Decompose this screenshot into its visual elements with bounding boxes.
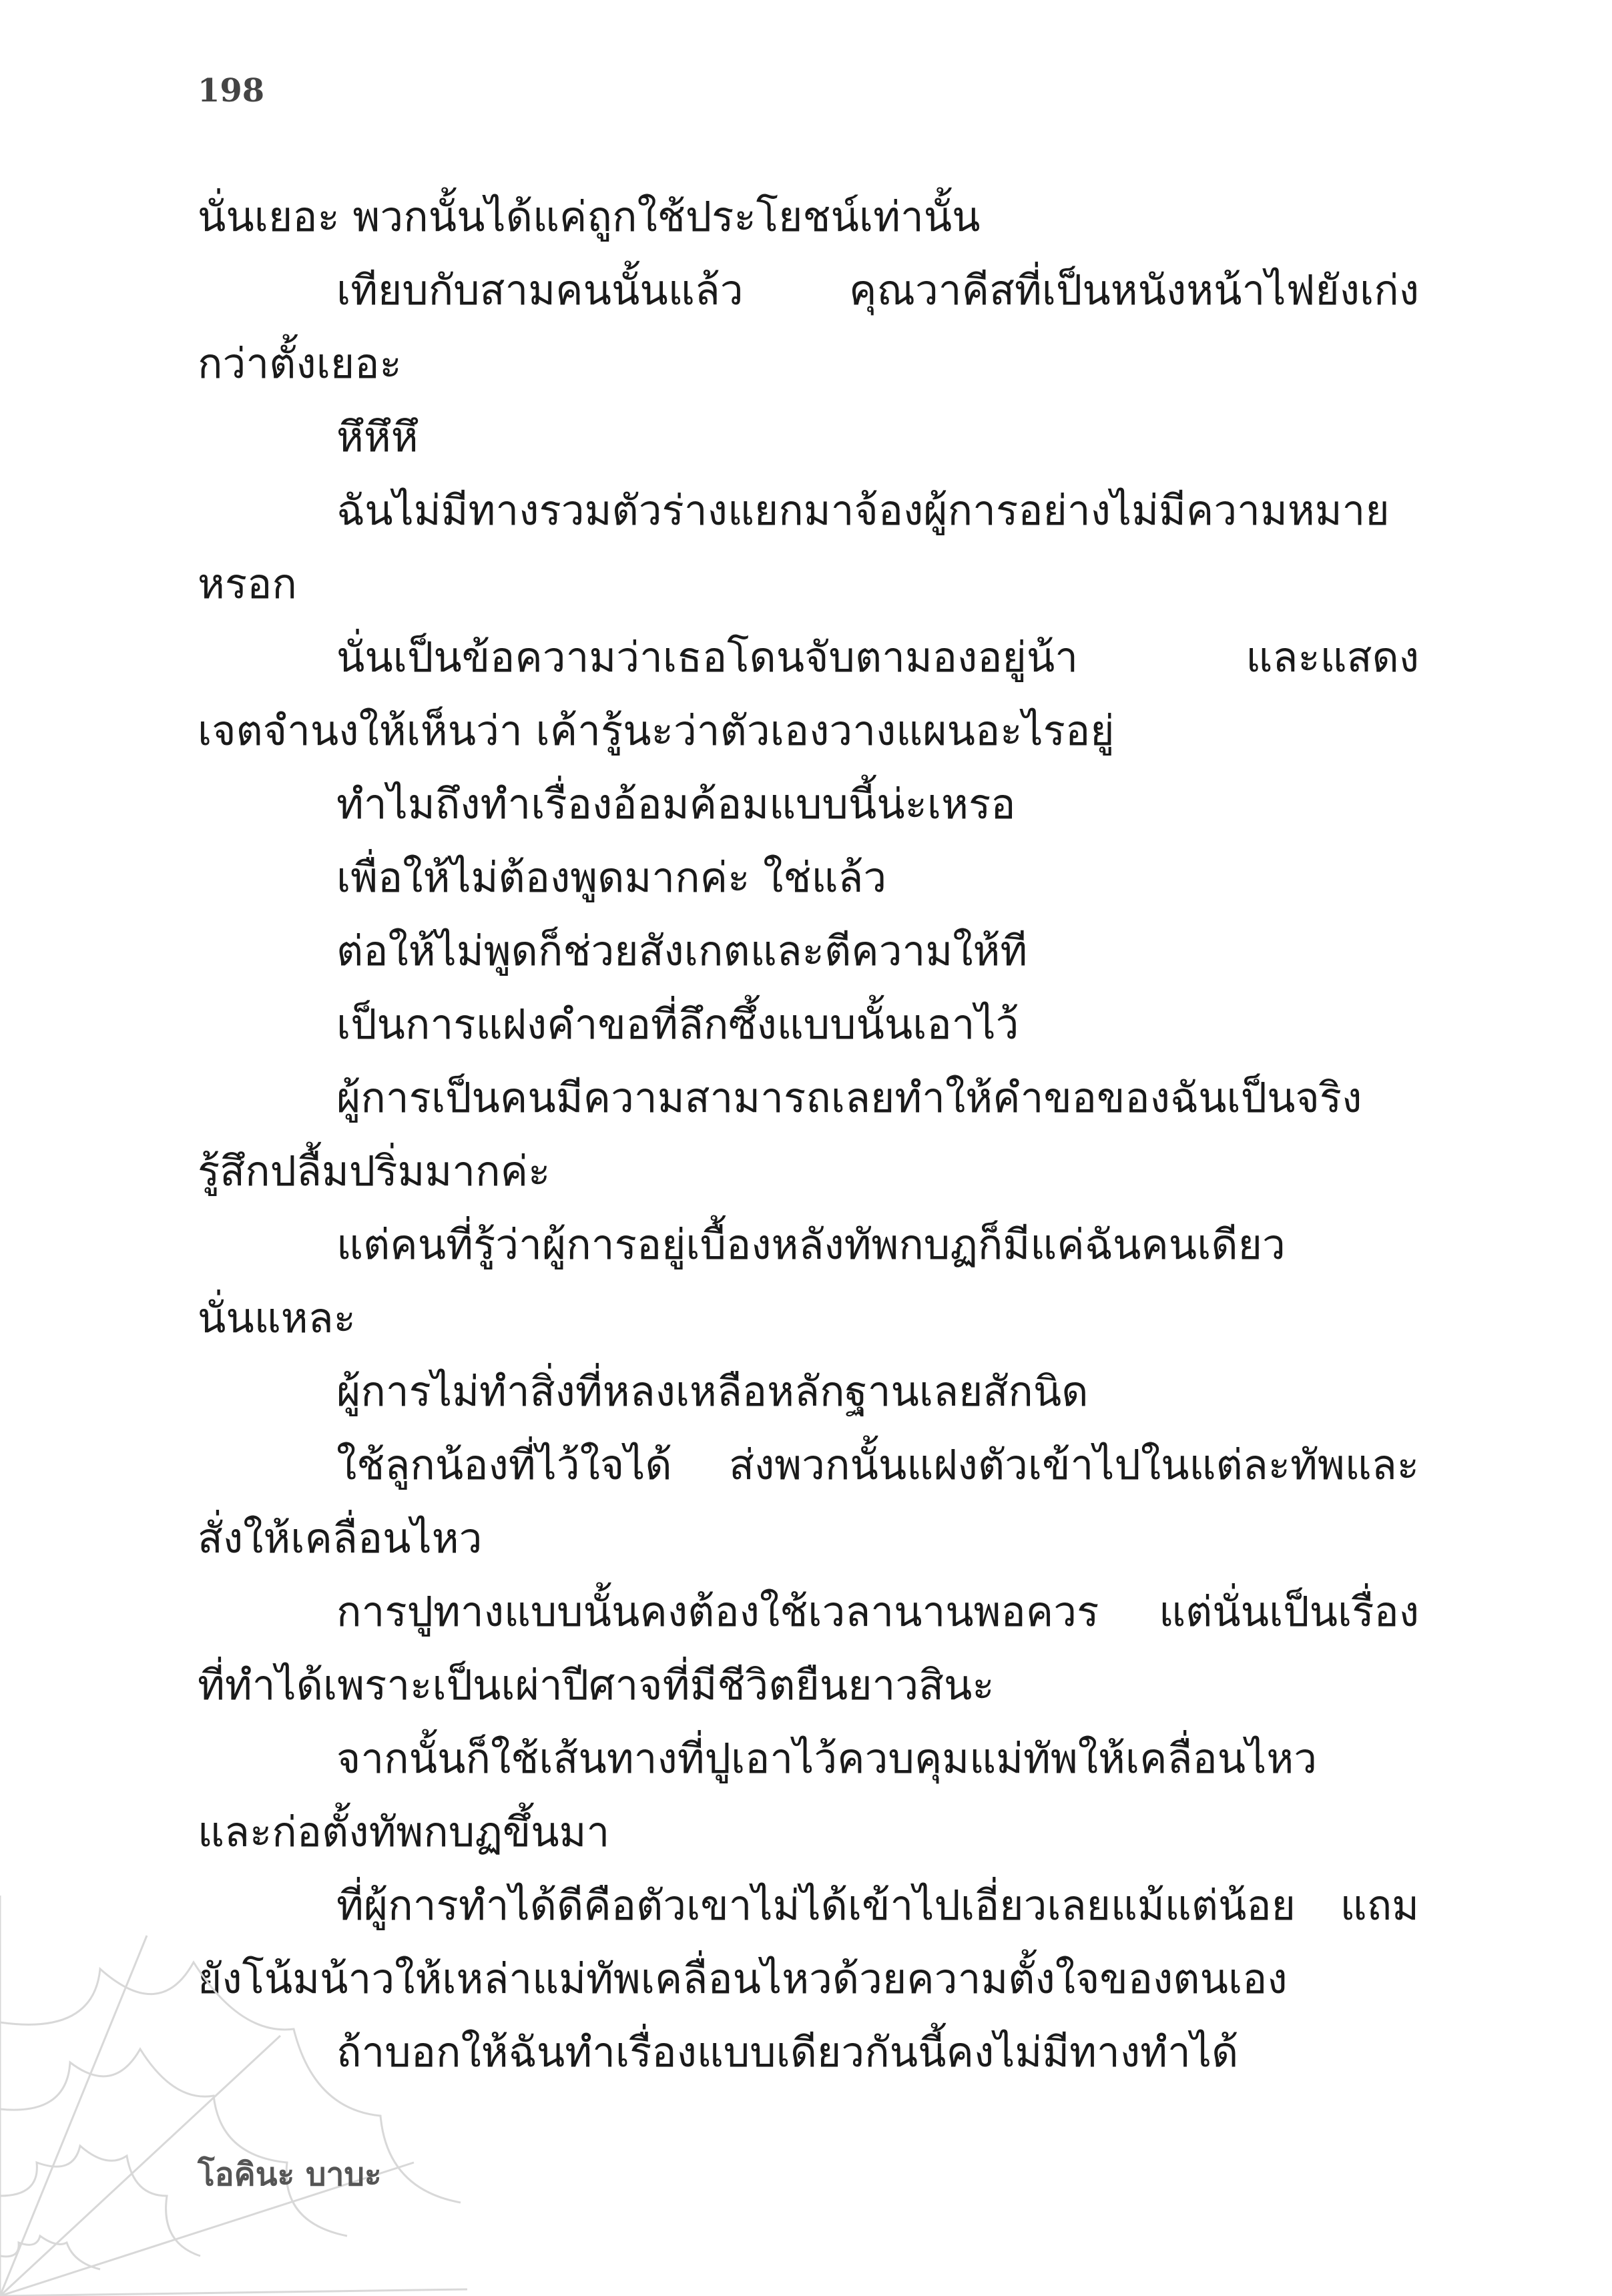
text-segment: แต่นั่นเป็นเรื่อง [1159, 1587, 1419, 1636]
text-line: หรอก [198, 559, 297, 608]
text-line: หึหึหึ [336, 412, 419, 461]
body-text [198, 180, 1419, 2089]
text-line: นั่นแหละ [198, 1294, 356, 1342]
text-segment: ที่ผู้การทำได้ดีคือตัวเขาไม่ได้เข้าไปเอี่ยวเลยแม้แต่น้อย [336, 1881, 1296, 1930]
text-segment: ส่งพวกนั้นแฝงตัวเข้าไปในแต่ละทัพและ [729, 1440, 1419, 1489]
spider-web-decoration [0, 1882, 467, 2296]
text-line: ทำไมถึงทำเรื่องอ้อมค้อมแบบนี้น่ะเหรอ [336, 780, 1016, 828]
text-line: เพื่อให้ไม่ต้องพูดมากค่ะ ใช่แล้ว [336, 853, 887, 902]
text-line [198, 621, 1419, 694]
text-segment: คุณวาคีสที่เป็นหนังหน้าไฟยังเก่ง [848, 266, 1419, 314]
text-line: นั่นเยอะ พวกนั้นได้แค่ถูกใช้ประโยชน์เท่านั้น [198, 192, 981, 241]
text-segment: และแสดง [1246, 633, 1419, 681]
text-line: ยังโน้มน้าวให้เหล่าแม่ทัพเคลื่อนไหวด้วยความตั้งใจของตนเอง [198, 1954, 1288, 2003]
page-number: 198 [198, 72, 265, 109]
text-line: ต่อให้ไม่พูดก็ช่วยสังเกตและตีความให้ที [336, 926, 1028, 975]
text-line: ที่ทำได้เพราะเป็นเผ่าปีศาจที่มีชีวิตยืนยาวสินะ [198, 1661, 995, 1709]
text-line: และก่อตั้งทัพกบฏขึ้นมา [198, 1807, 610, 1856]
text-segment: การปูทางแบบนั้นคงต้องใช้เวลานานพอควร [336, 1587, 1099, 1636]
text-line: สั่งให้เคลื่อนไหว [198, 1514, 483, 1562]
text-line: กว่าตั้งเยอะ [198, 339, 402, 388]
text-line: รู้สึกปลื้มปริ่มมากค่ะ [198, 1147, 551, 1195]
text-line [198, 1428, 1419, 1502]
footer-author: โอคินะ บาบะ [198, 2156, 382, 2193]
text-line: แต่คนที่รู้ว่าผู้การอยู่เบื้องหลังทัพกบฏก็มีแค่ฉันคนเดียว [336, 1220, 1286, 1269]
text-line: จากนั้นก็ใช้เส้นทางที่ปูเอาไว้ควบคุมแม่ทัพให้เคลื่อนไหว [336, 1734, 1318, 1783]
text-line: ผู้การเป็นคนมีความสามารถเลยทำให้คำขอของฉันเป็นจริง [336, 1073, 1362, 1122]
text-line [198, 1575, 1419, 1649]
text-line: ถ้าบอกให้ฉันทำเรื่องแบบเดียวกันนี้คงไม่มีทางทำได้ [336, 2028, 1239, 2076]
text-line: ผู้การไม่ทำสิ่งที่หลงเหลือหลักฐานเลยสักนิด [336, 1367, 1089, 1416]
text-segment: นั่นเป็นข้อความว่าเธอโดนจับตามองอยู่น้า [336, 633, 1079, 681]
text-line: เจตจำนงให้เห็นว่า เค้ารู้นะว่าตัวเองวางแผนอะไรอยู่ [198, 706, 1115, 755]
text-segment: แถม [1340, 1881, 1419, 1930]
text-line: ฉันไม่มีทางรวมตัวร่างแยกมาจ้องผู้การอย่างไม่มีความหมาย [336, 486, 1390, 535]
text-line [198, 254, 1419, 327]
text-segment: เทียบกับสามคนนั้นแล้ว [336, 266, 744, 314]
text-segment: ใช้ลูกน้องที่ไว้ใจได้ [336, 1440, 672, 1489]
text-line: เป็นการแฝงคำขอที่ลึกซึ้งแบบนั้นเอาไว้ [336, 1000, 1019, 1049]
